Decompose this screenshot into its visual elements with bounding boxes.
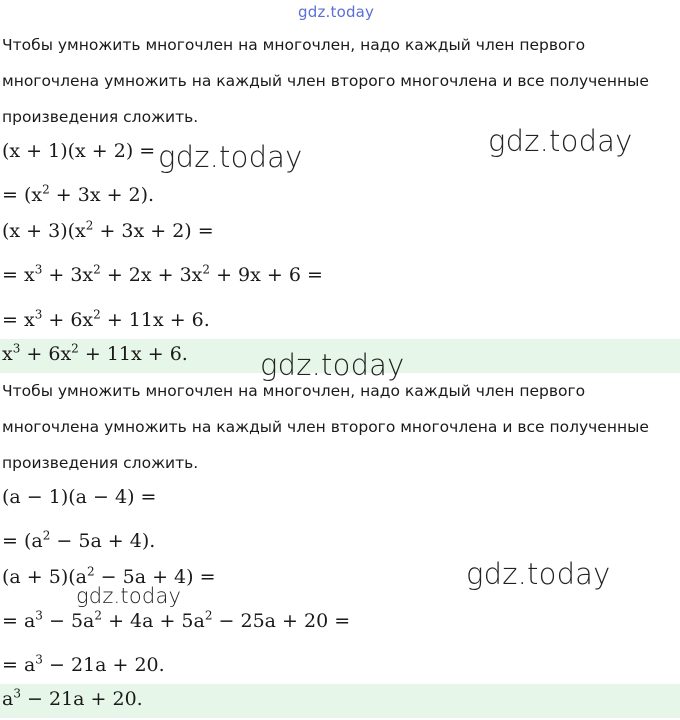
rule-text-line-1: Чтобы умножить многочлен на многочлен, надо каждый член первого [2,36,586,54]
equation-line: = $x^3 + 3x^2 + 2x + 3x^2 + 9x + 6$ = [2,262,323,286]
equation-line: (a − 1)(a − 4) = [2,486,157,508]
equation-line: (x + 1)(x + 2) = [2,140,156,162]
rule-text-line-2: многочлена умножить на каждый член второго многочлена и все полученные [2,418,649,436]
watermark-top: gdz.today [298,3,375,21]
equation-line: $(a + 5)(a^2 - 5a + 4)$ = [2,564,216,588]
rule-text-line-1: Чтобы умножить многочлен на многочлен, надо каждый член первого [2,382,586,400]
equation-line: = $x^3 + 6x^2 + 11x + 6$. [2,307,210,331]
watermark: gdz.today [76,584,182,608]
rule-text-line-3: произведения сложить. [2,454,199,472]
watermark: gdz.today [260,348,405,382]
rule-text-line-2: многочлена умножить на каждый член второго многочлена и все полученные [2,72,649,90]
watermark: gdz.today [488,124,633,158]
watermark: gdz.today [466,557,611,591]
equation-line: = $(a^2 - 5a + 4)$. [2,528,156,552]
answer-line: $a^3 - 21a + 20$. [2,686,143,710]
answer-line: $x^3 + 6x^2 + 11x + 6$. [2,341,188,365]
rule-text-line-3: произведения сложить. [2,108,199,126]
equation-line: = $a^3 - 21a + 20$. [2,652,165,676]
equation-line: = $a^3 - 5a^2 + 4a + 5a^2 - 25a + 20$ = [2,608,351,632]
equation-line: $(x + 3)(x^2 + 3x + 2)$ = [2,218,214,242]
equation-line: = $(x^2 + 3x + 2)$. [2,182,155,206]
watermark: gdz.today [158,140,303,174]
